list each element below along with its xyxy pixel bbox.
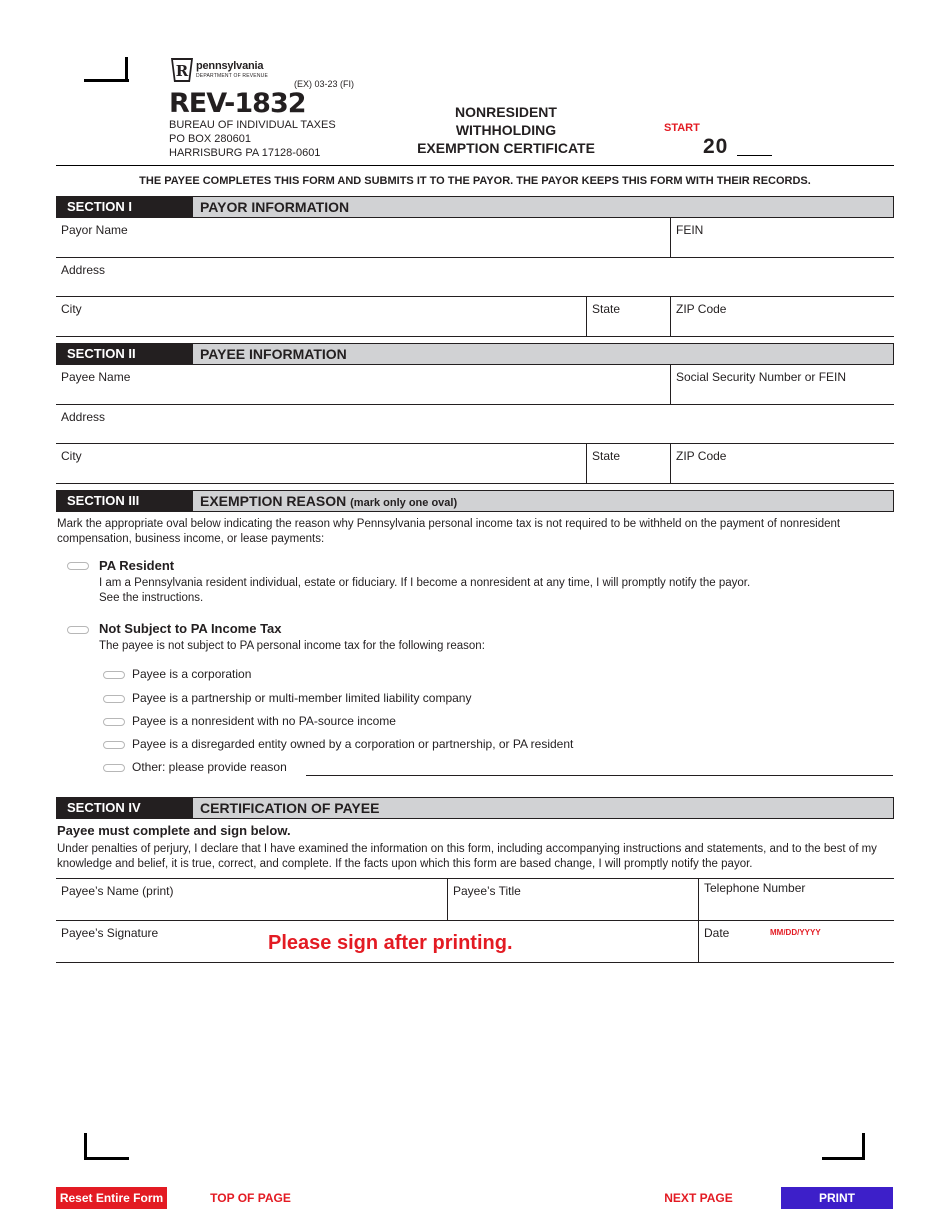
- payor-name-field[interactable]: [56, 218, 670, 257]
- payee-print-name-label: Payee’s Name (print): [61, 884, 174, 898]
- certification-declaration: Under penalties of perjury, I declare that I have examined the information on this form, including accompanying instructions and statements, and to the best of my knowledge and belief, it is true, correct, and complete. If the facts upon which this form are based change, I will promptly notify the payor.: [57, 843, 877, 870]
- payee-address-row: [56, 405, 894, 444]
- payee-address-field[interactable]: [56, 405, 894, 443]
- tax-year-field[interactable]: [737, 155, 772, 156]
- section-3-title-text: EXEMPTION REASON: [200, 493, 347, 509]
- section-3-title: [200, 491, 457, 511]
- pa-resident-oval[interactable]: [67, 562, 89, 570]
- section-1-title: PAYOR INFORMATION: [200, 199, 350, 215]
- address-line-1: BUREAU OF INDIVIDUAL TAXES: [169, 119, 336, 131]
- date-format-hint: MM/DD/YYYY: [770, 928, 821, 937]
- section-3-header: [56, 490, 894, 512]
- pa-resident-text-2: See the instructions.: [99, 592, 204, 604]
- payee-state-label: State: [592, 449, 621, 463]
- form-instructions: THE PAYEE COMPLETES THIS FORM AND SUBMITS IT TO THE PAYOR. THE PAYOR KEEPS THIS FORM WITH THEIR RECORDS.: [139, 175, 811, 187]
- reason-other-oval[interactable]: [103, 764, 125, 772]
- tax-year-prefix: 20: [703, 135, 729, 158]
- corner-mark-bottom-left-v: [84, 1133, 87, 1160]
- section-2-title: PAYEE INFORMATION: [200, 346, 347, 362]
- payee-title-label: Payee’s Title: [453, 884, 521, 898]
- reason-disregarded-entity-oval[interactable]: [103, 741, 125, 749]
- not-subject-text: The payee is not subject to PA personal income tax for the following reason:: [99, 640, 485, 652]
- form-title-line-2: WITHHOLDING: [455, 122, 557, 138]
- payor-address-label: Address: [61, 263, 106, 277]
- reason-nonresident-label: Payee is a nonresident with no PA-source income: [132, 714, 396, 728]
- reason-other-label: Other: please provide reason: [132, 760, 287, 774]
- reset-form-button[interactable]: Reset Entire Form: [56, 1187, 167, 1209]
- reason-corporation-label: Payee is a corporation: [132, 667, 252, 681]
- form-title-line-3: EXEMPTION CERTIFICATE: [417, 140, 595, 156]
- corner-mark-bottom-left-h: [84, 1157, 129, 1160]
- other-reason-input[interactable]: [306, 775, 893, 776]
- payor-city-row: [56, 297, 894, 337]
- payee-zip-label: ZIP Code: [676, 449, 727, 463]
- not-subject-label: Not Subject to PA Income Tax: [99, 621, 282, 636]
- corner-mark-top-left-v: [125, 57, 128, 82]
- reason-partnership-label: Payee is a partnership or multi-member limited liability company: [132, 691, 472, 705]
- section-2-header: [56, 343, 894, 365]
- pa-resident-text: I am a Pennsylvania resident individual, estate or fiduciary. If I become a nonresident at any time, I will promptly notify the payor.: [99, 577, 751, 589]
- payee-address-label: Address: [61, 410, 106, 424]
- payor-state-field[interactable]: [586, 297, 670, 336]
- corner-mark-bottom-right-h: [822, 1157, 865, 1160]
- payor-state-label: State: [592, 302, 621, 316]
- payee-name-field[interactable]: [56, 365, 670, 404]
- payee-zip-field[interactable]: [670, 444, 894, 483]
- top-of-page-button[interactable]: TOP OF PAGE: [210, 1191, 291, 1205]
- header-divider: [56, 165, 894, 166]
- payor-address-row: [56, 258, 894, 297]
- start-marker: START: [664, 122, 700, 134]
- payee-print-name-field[interactable]: [56, 879, 447, 920]
- payor-name-row: [56, 218, 894, 258]
- payor-address-field[interactable]: [56, 258, 894, 296]
- address-line-2: PO BOX 280601: [169, 133, 251, 145]
- section-3-title-note: (mark only one oval): [350, 497, 458, 509]
- section-1-label: SECTION I: [57, 197, 193, 217]
- revision-code: (EX) 03-23 (FI): [294, 79, 355, 89]
- address-line-3: HARRISBURG PA 17128-0601: [169, 147, 321, 159]
- corner-mark-bottom-right-v: [862, 1133, 865, 1160]
- certification-subtitle: Payee must complete and sign below.: [57, 823, 291, 838]
- payee-info-row: [56, 879, 894, 921]
- reason-nonresident-oval[interactable]: [103, 718, 125, 726]
- exemption-intro: Mark the appropriate oval below indicating the reason why Pennsylvania personal income tax is not required to be withheld on the payment of nonresident compensation, business income, or lease payments:: [57, 518, 841, 545]
- payee-signature-label: Payee’s Signature: [61, 926, 159, 940]
- payor-fein-label: FEIN: [676, 223, 704, 237]
- date-label: Date: [704, 926, 730, 940]
- payor-fein-field[interactable]: [670, 218, 894, 257]
- section-2-label: SECTION II: [57, 344, 193, 364]
- section-4-title: CERTIFICATION OF PAYEE: [200, 800, 380, 816]
- not-subject-oval[interactable]: [67, 626, 89, 634]
- payee-state-field[interactable]: [586, 444, 670, 483]
- reason-partnership-oval[interactable]: [103, 695, 125, 703]
- telephone-label: Telephone Number: [704, 881, 806, 895]
- payee-title-field[interactable]: [447, 879, 698, 920]
- payor-zip-label: ZIP Code: [676, 302, 727, 316]
- logo-text: pennsylvania: [196, 60, 264, 72]
- payee-ssn-label: Social Security Number or FEIN: [676, 370, 847, 384]
- telephone-field[interactable]: [698, 879, 894, 920]
- section-4-header: [56, 797, 894, 819]
- section-4-label: SECTION IV: [57, 798, 193, 818]
- svg-text:R: R: [175, 62, 189, 80]
- next-page-button[interactable]: NEXT PAGE: [664, 1191, 733, 1205]
- corner-mark-top-left-h: [84, 79, 129, 82]
- payee-city-field[interactable]: [56, 444, 586, 483]
- reason-disregarded-entity-label: Payee is a disregarded entity owned by a corporation or partnership, or PA resident: [132, 737, 574, 751]
- section-3-label: SECTION III: [57, 491, 193, 511]
- form-title: [400, 103, 612, 157]
- payee-name-label: Payee Name: [61, 370, 131, 384]
- payor-city-field[interactable]: [56, 297, 586, 336]
- sign-after-printing-note: Please sign after printing.: [268, 932, 513, 954]
- payor-city-label: City: [61, 302, 82, 316]
- form-number: REV-1832: [169, 88, 306, 119]
- section-1-header: [56, 196, 894, 218]
- keystone-icon: [170, 57, 194, 83]
- form-title-line-1: NONRESIDENT: [455, 104, 557, 120]
- payor-zip-field[interactable]: [670, 297, 894, 336]
- reason-corporation-oval[interactable]: [103, 671, 125, 679]
- payor-name-label: Payor Name: [61, 223, 128, 237]
- payee-ssn-field[interactable]: [670, 365, 894, 404]
- logo-subtext: DEPARTMENT OF REVENUE: [196, 73, 268, 79]
- payee-city-row: [56, 444, 894, 484]
- payee-name-row: [56, 365, 894, 405]
- pa-resident-label: PA Resident: [99, 558, 175, 573]
- print-button[interactable]: PRINT: [781, 1187, 893, 1209]
- payee-city-label: City: [61, 449, 82, 463]
- pa-revenue-logo: [170, 57, 290, 85]
